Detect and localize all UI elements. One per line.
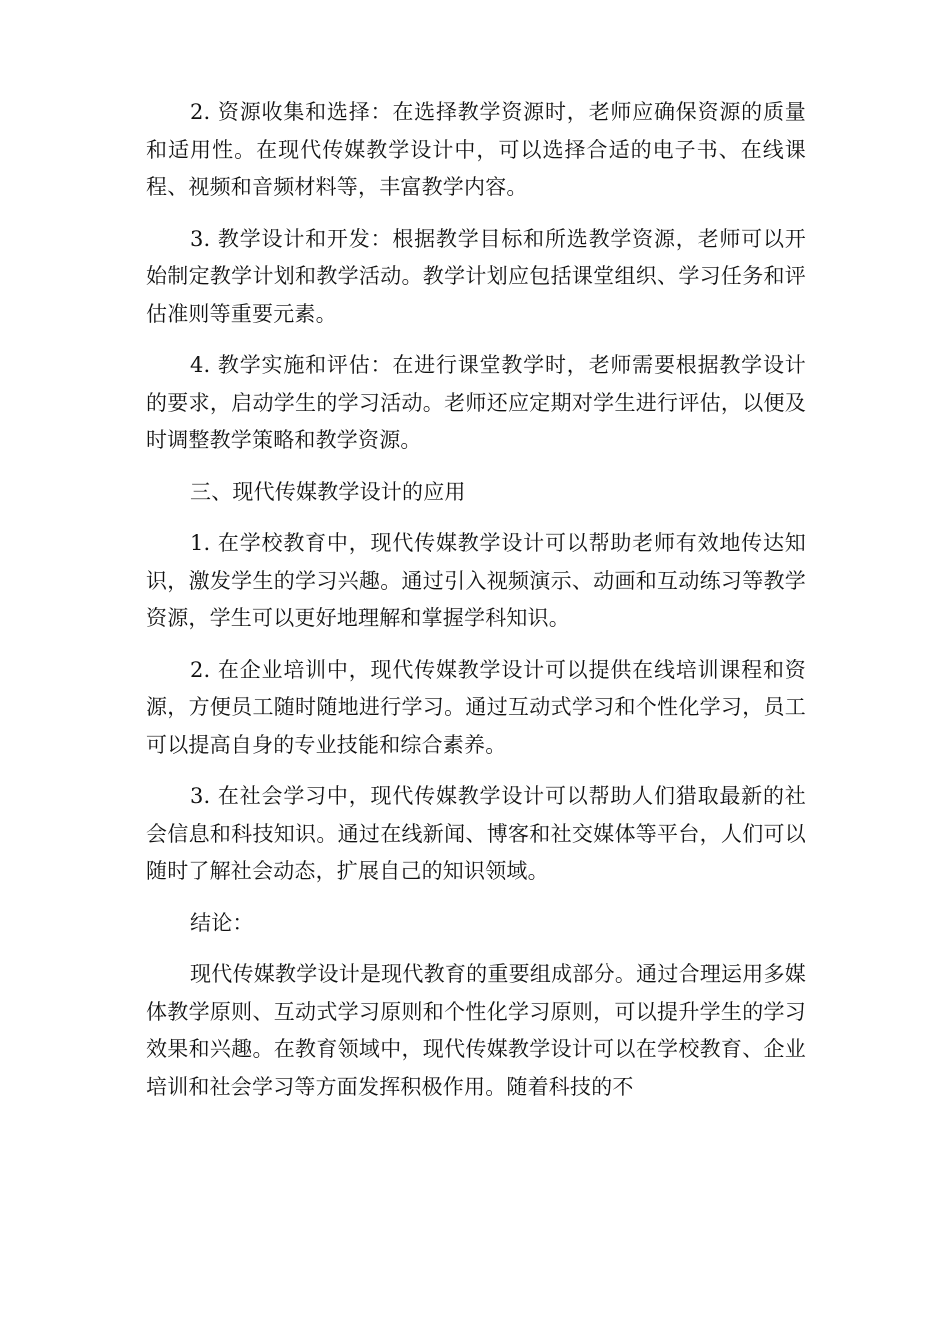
paragraph-design-development: 3. 教学设计和开发：根据教学目标和所选教学资源，老师可以开始制定教学计划和教学活动。教学计划应包括课堂组织、学习任务和评估准则等重要元素。 — [146, 226, 806, 326]
section-heading-applications: 三、现代传媒教学设计的应用 — [190, 479, 466, 504]
document-body — [146, 94, 806, 1120]
section-heading-conclusion: 结论： — [190, 910, 254, 935]
paragraph-conclusion-body: 现代传媒教学设计是现代教育的重要组成部分。通过合理运用多媒体教学原则、互动式学习原则和个性化学习原则，可以提升学生的学习效果和兴趣。在教育领域中，现代传媒教学设计可以在学校教育、企业培训和社会学习等方面发挥积极作用。随着科技的不 — [146, 962, 806, 1099]
paragraph-social-learning: 3. 在社会学习中，现代传媒教学设计可以帮助人们猎取最新的社会信息和科技知识。通过在线新闻、博客和社交媒体等平台，人们可以随时了解社会动态，扩展自己的知识领域。 — [146, 784, 806, 883]
paragraph-implementation-evaluation: 4. 教学实施和评估：在进行课堂教学时，老师需要根据教学设计的要求，启动学生的学习活动。老师还应定期对学生进行评估，以便及时调整教学策略和教学资源。 — [146, 353, 806, 452]
paragraph-enterprise-training: 2. 在企业培训中，现代传媒教学设计可以提供在线培训课程和资源，方便员工随时随地进行学习。通过互动式学习和个性化学习，员工可以提高自身的专业技能和综合素养。 — [146, 657, 806, 757]
paragraph-school-education: 1. 在学校教育中，现代传媒教学设计可以帮助老师有效地传达知识，激发学生的学习兴趣。通过引入视频演示、动画和互动练习等教学资源，学生可以更好地理解和掌握学科知识。 — [146, 531, 806, 630]
paragraph-resource-collection: 2. 资源收集和选择：在选择教学资源时，老师应确保资源的质量和适用性。在现代传媒教学设计中，可以选择合适的电子书、在线课程、视频和音频材料等，丰富教学内容。 — [146, 100, 806, 199]
